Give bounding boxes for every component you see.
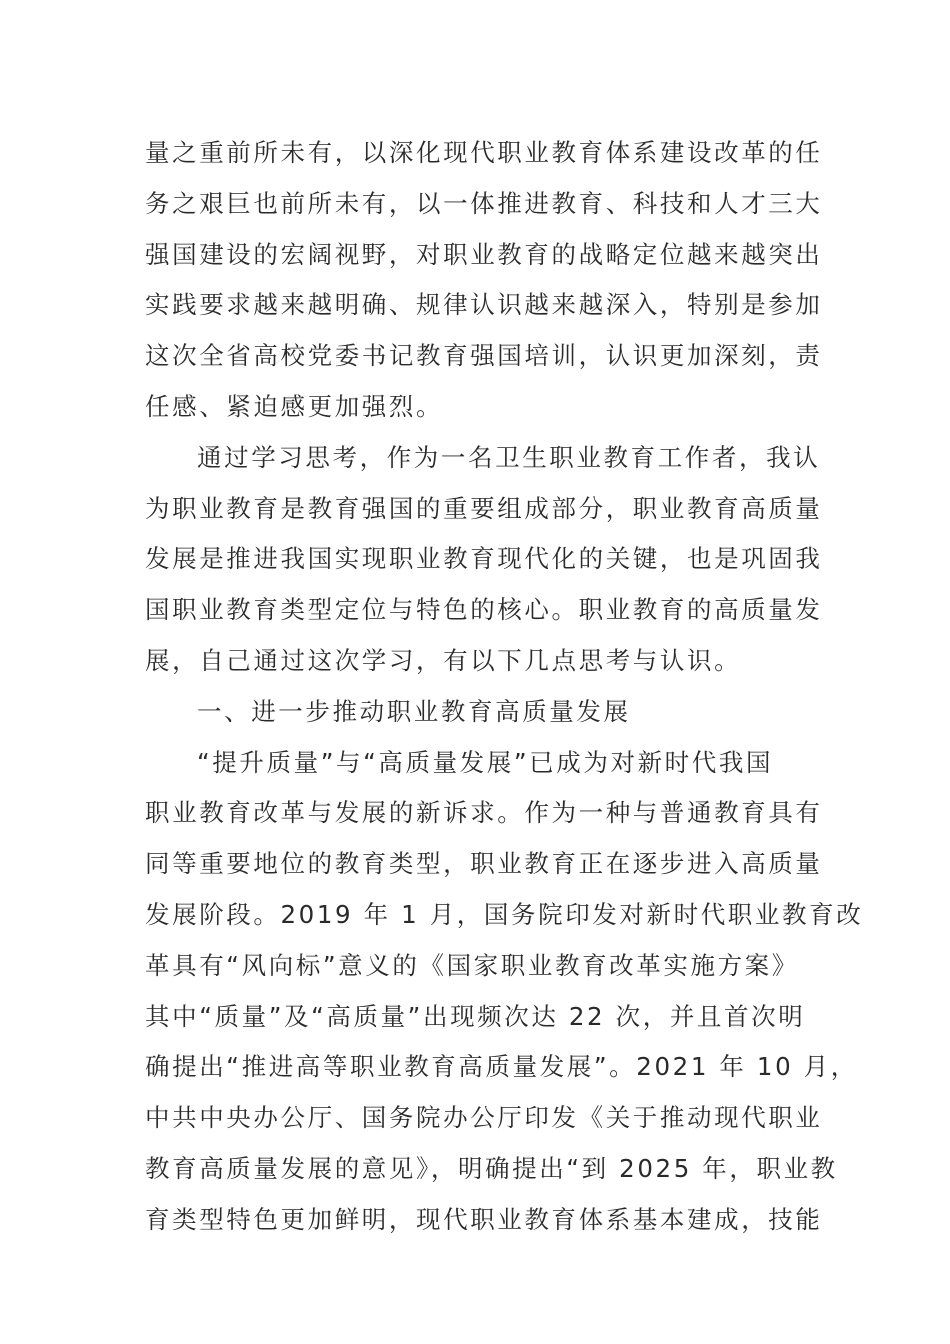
text-line: 量之重前所未有，以深化现代职业教育体系建设改革的任 xyxy=(145,138,823,167)
text-line: 发展阶段。2019 年 1 月，国务院印发对新时代职业教育改 xyxy=(145,899,864,929)
text-line: 同等重要地位的教育类型，职业教育正在逐步进入高质量 xyxy=(145,849,823,879)
paragraph-first-line: “提升质量”与“高质量发展”已成为对新时代我国 xyxy=(197,747,774,777)
text-line: 教育高质量发展的意见》，明确提出“到 2025 年，职业教 xyxy=(145,1153,838,1183)
text-line: 展，自己通过这次学习，有以下几点思考与认识。 xyxy=(145,645,742,675)
text-line: 为职业教育是教育强国的重要组成部分，职业教育高质量 xyxy=(145,493,823,523)
paragraph-first-line: 通过学习思考，作为一名卫生职业教育工作者，我认 xyxy=(197,442,821,472)
text-line: 中共中央办公厅、国务院办公厅印发《关于推动现代职业 xyxy=(145,1103,823,1133)
text-line: 实践要求越来越明确、规律认识越来越深入，特别是参加 xyxy=(145,290,823,320)
text-line: 职业教育改革与发展的新诉求。作为一种与普通教育具有 xyxy=(145,798,823,828)
text-line: 确提出“推进高等职业教育高质量发展”。2021 年 10 月， xyxy=(145,1052,858,1082)
text-line: 其中“质量”及“高质量”出现频次达 22 次，并且首次明 xyxy=(145,1001,806,1031)
text-line: 发展是推进我国实现职业教育现代化的关键，也是巩固我 xyxy=(145,544,823,574)
document-body xyxy=(145,128,864,1246)
text-line: 国职业教育类型定位与特色的核心。职业教育的高质量发 xyxy=(145,595,823,625)
text-line: 强国建设的宏阔视野，对职业教育的战略定位越来越突出 xyxy=(145,239,823,269)
text-line: 革具有“风向标”意义的《国家职业教育改革实施方案》 xyxy=(145,950,799,980)
text-line: 这次全省高校党委书记教育强国培训，认识更加深刻，责 xyxy=(145,341,823,371)
text-line: 育类型特色更加鲜明，现代职业教育体系基本建成，技能 xyxy=(145,1204,823,1234)
text-line: 任感、紧迫感更加强烈。 xyxy=(145,391,444,421)
section-heading: 一、进一步推动职业教育高质量发展 xyxy=(197,696,631,726)
text-line: 务之艰巨也前所未有，以一体推进教育、科技和人才三大 xyxy=(145,188,823,218)
